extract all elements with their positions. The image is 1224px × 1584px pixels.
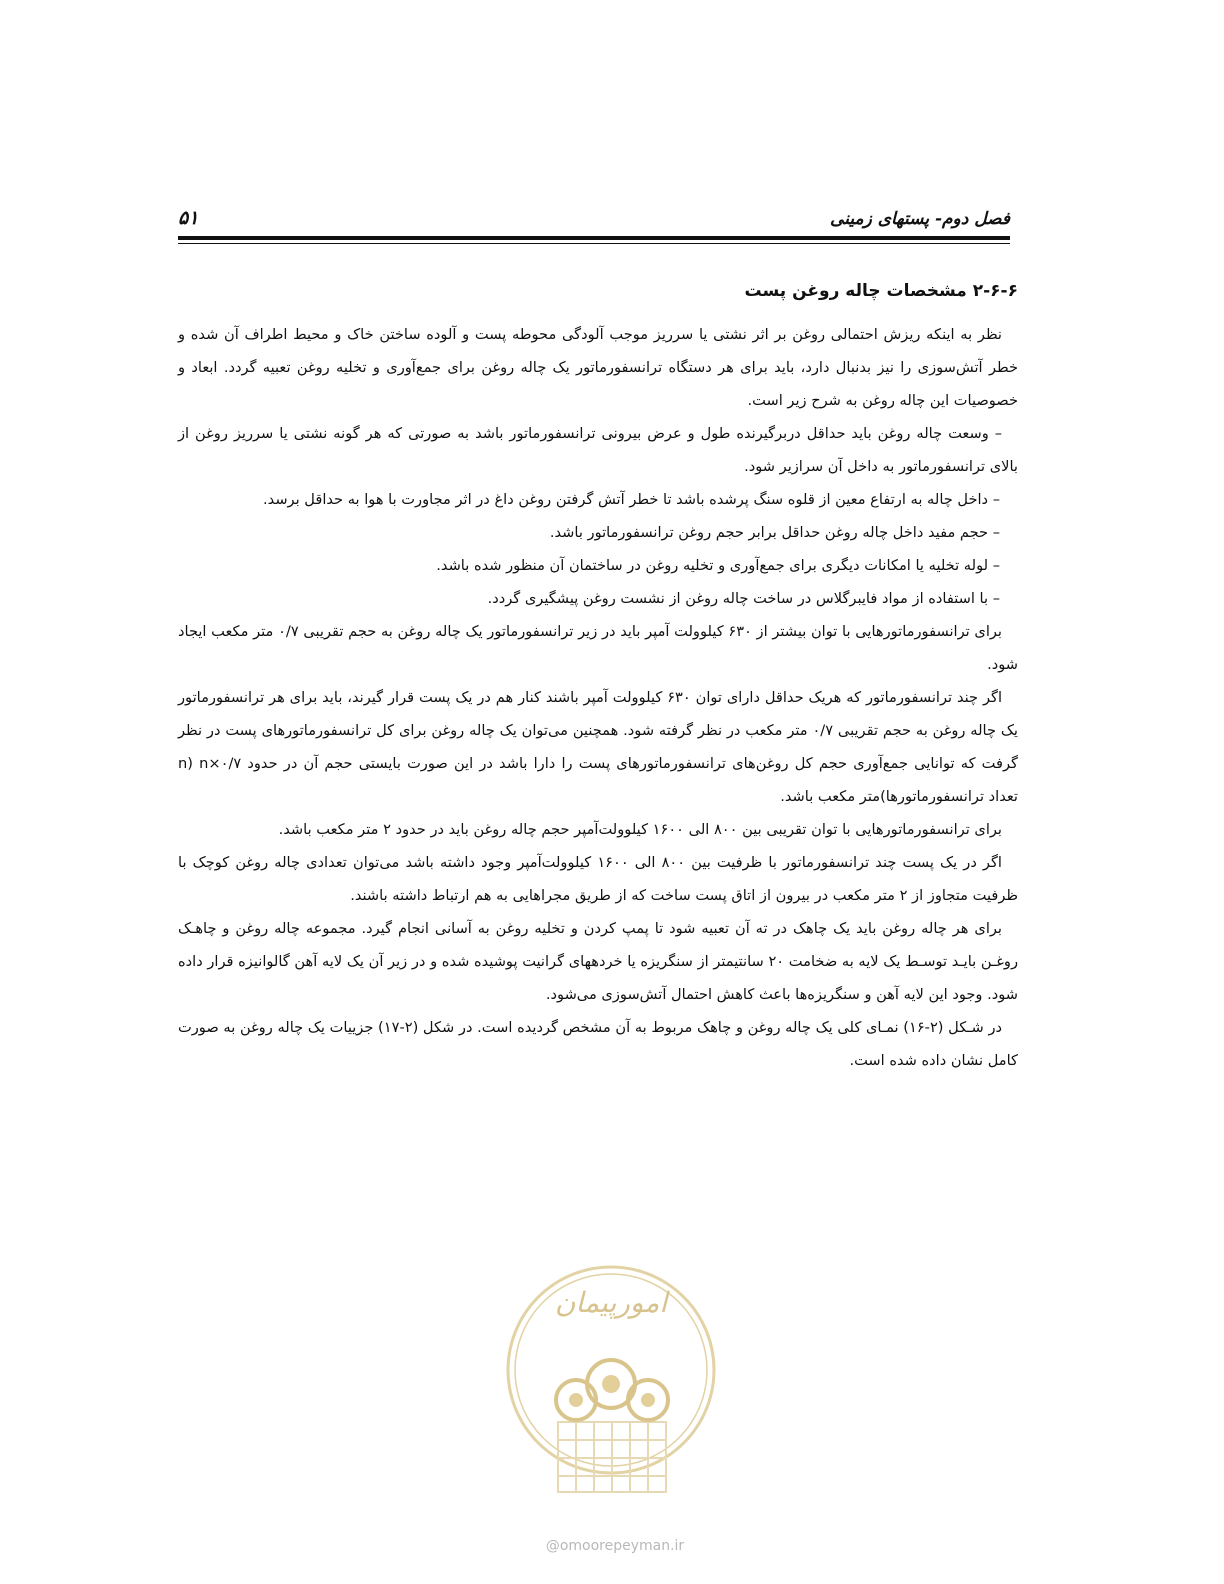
chapter-title: فصل دوم- پستهای زمینی [830,209,1010,229]
header-rule-thin [178,243,1010,244]
section-heading: ۲-۶-۶ مشخصات چاله روغن پست [744,281,1018,301]
paragraph: در شـکل (۲-۱۶) نمـای کلی یک چاله روغن و چاهک مربوط به آن مشخص گردیده است. در شکل (۲-۱۷) جزییات یک چاله روغن به صورت کامل نشان داده شده است. [178,1019,1018,1069]
paragraph: اگر چند ترانسفورماتور که هریک حداقل دارای توان ۶۳۰ کیلوولت آمپر باشند کنار هم در یک پست قرار گیرند، باید برای هر ترانسفورماتور یک چاله روغن به حجم تقریبی ۰/۷ متر مکعب در نظر گرفته شود. همچنین می‌توان یک چاله روغن برای کل ترانسفورماتورهای پست در نظر گرفت که توانایی جمع‌آوری حجم کل روغن‌های ترانسفورماتورهای پست را دارا باشد در این صورت بایستی حجم آن در حدود n×۰/۷ (n تعداد ترانسفورماتورها)متر مکعب باشد. [178,689,1018,805]
requirements-list [178,417,1018,615]
page-header [178,205,1010,233]
list-item: – با استفاده از مواد فایبرگلاس در ساخت چاله روغن از نشست روغن پیشگیری گردد. [487,590,1000,607]
header-rule-thick [178,236,1010,240]
paragraph: برای هر چاله روغن باید یک چاهک در ته آن تعبیه شود تا پمپ کردن و تخلیه روغن به آسانی انجام گیرد. مجموعه چاله روغن و چاهـک روغـن بایـد توسـط یک لایه به ضخامت ۲۰ سانتیمتر از سنگریزه یا خردههای گرانیت پوشیده شده و در زیر آن یک لایه آهن گالوانیزه قرار داده شود. وجود این لایه آهن و سنگریزه‌ها باعث کاهش احتمال آتش‌سوزی می‌شود. [178,920,1018,1003]
list-item: – داخل چاله به ارتفاع معین از قلوه سنگ پرشده باشد تا خطر آتش گرفتن روغن داغ در اثر مجاورت با هوا به حداقل برسد. [263,491,1000,508]
intro-paragraph: نظر به اینکه ریزش احتمالی روغن بر اثر نشتی یا سرریز موجب آلودگی محوطه پست و آلوده ساختن خاک و محیط اطراف آن شده و خطر آتش‌سوزی را نیز بدنبال دارد، باید برای هر دستگاه ترانسفورماتور یک چاله روغن برای جمع‌آوری و تخلیه روغن تعبیه گردد. ابعاد و خصوصیات این چاله روغن به شرح زیر است. [178,326,1018,409]
page-number: ۵۱ [178,207,199,229]
list-item: – وسعت چاله روغن باید حداقل دربرگیرنده طول و عرض بیرونی ترانسفورماتور باشد به صورتی که هر گونه نشتی یا سرریز روغن از بالای ترانسفورماتور به داخل آن سرازیر شود. [178,425,1018,475]
list-item: – لوله تخلیه یا امکانات دیگری برای جمع‌آوری و تخلیه روغن در ساختمان آن منظور شده باشد. [436,557,1000,574]
at-icon: @ [545,1538,560,1554]
paragraph: برای ترانسفورماتورهایی با توان تقریبی بین ۸۰۰ الی ۱۶۰۰ کیلوولت‌آمپر حجم چاله روغن باید در حدود ۲ متر مکعب باشد. [278,821,1002,838]
watermark-url [500,1538,730,1554]
paragraph: اگر در یک پست چند ترانسفورماتور با ظرفیت بین ۸۰۰ الی ۱۶۰۰ کیلوولت‌آمپر وجود داشته باشد می‌توان تعدادی چاله روغن کوچک با ظرفیت متجاوز از ۲ متر مکعب در بیرون از اتاق پست ساخت که از طریق مجراهایی به هم ارتباط داشته باشند. [178,854,1018,904]
watermark-logo [496,1262,726,1512]
list-item: – حجم مفید داخل چاله روغن حداقل برابر حجم روغن ترانسفورماتور باشد. [549,524,1000,541]
paragraph: برای ترانسفورماتورهایی با توان بیشتر از ۶۳۰ کیلوولت آمپر باید در زیر ترانسفورماتور یک چاله روغن به حجم تقریبی ۰/۷ متر مکعب ایجاد شود. [178,623,1018,673]
watermark-logo-text: امورپیمان [554,1286,668,1319]
page-body [178,274,1018,1077]
watermark-url-text: omoorepeyman.ir [559,1538,685,1554]
